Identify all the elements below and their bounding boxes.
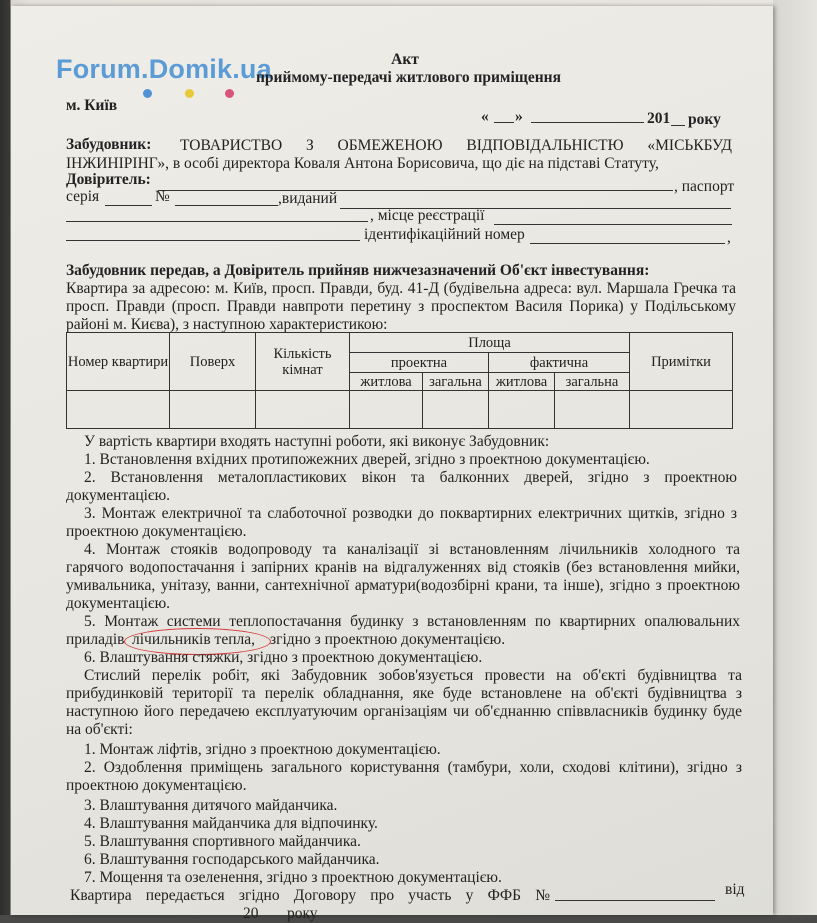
header-notes: Примітки — [630, 333, 733, 391]
developer-line2: ІНЖИНІРІНГ», в особі директора Коваля Антона Борисовича, що діє на підставі Статуту, — [66, 155, 659, 172]
header-floor: Поверх — [170, 333, 256, 391]
series-blank — [105, 205, 152, 206]
passport-label: , паспорт — [674, 178, 735, 195]
common-intro-line3: наступною його передачею експлуатуючим організаціям чи об'єднанню співвласників будинку буде — [66, 703, 742, 720]
date-suffix: року — [688, 111, 721, 128]
header-rooms: Кількість кімнат — [256, 333, 350, 391]
developer-name: ТОВАРИСТВО З ОБМЕЖЕНОЮ ВІДПОВІДАЛЬНІСТЮ «МІСЬКБУД — [180, 137, 732, 154]
header-design-total: загальна — [423, 373, 489, 391]
common-item-2-line2: проектною документацією. — [66, 777, 247, 794]
number-blank — [175, 205, 278, 206]
works-intro: У вартість квартири входять наступні роботи, які виконує Забудовник: — [84, 433, 550, 450]
works-item-2-line1: 2. Встановлення металопластикових вікон та балконних дверей, згідно з проектною — [84, 469, 737, 486]
watermark-dot-yellow — [185, 89, 194, 98]
date-month-blank — [531, 122, 644, 123]
table-cell — [67, 391, 170, 429]
common-item-6: 6. Влаштування господарського майданчика. — [84, 851, 380, 868]
characteristics-table — [66, 332, 733, 429]
document-subtitle: приймому-передачі житлового приміщення — [256, 69, 561, 86]
document-title: Акт — [391, 51, 419, 68]
date-day-blank — [494, 122, 514, 123]
works-item-4-line4: документацією. — [66, 595, 171, 612]
object-address-line2: просп. Правди (просп. Правди навпроти перетину з проспектом Василя Порика) у Подільському — [66, 298, 736, 315]
table-cell — [423, 391, 489, 429]
watermark-dot-pink — [225, 89, 234, 98]
table-cell — [170, 391, 256, 429]
principal-label: Довіритель: — [66, 171, 151, 188]
from-label: від — [725, 881, 745, 898]
tax-id-label: ідентифікаційний номер — [364, 226, 525, 243]
object-address-line1: Квартира за адресою: м. Київ, просп. Правди, буд. 41-Д (будівельна адреса: вул. Маршала Гречка та — [66, 280, 736, 297]
works-item-5-line2-start: приладів — [66, 631, 125, 648]
works-item-6: 6. Влаштування стяжки, згідно з проектною документацією. — [84, 649, 483, 666]
footer-year-suffix: року — [287, 905, 318, 922]
header-design-living: житлова — [350, 373, 423, 391]
common-item-3: 3. Влаштування дитячого майданчика. — [84, 797, 338, 814]
table-cell — [350, 391, 423, 429]
common-item-2-line1: 2. Оздоблення приміщень загального користування (тамбури, холи, сходові клітини), згідно з — [84, 759, 742, 776]
principal-name-blank — [158, 190, 673, 191]
common-intro-line1: Стислий перелік робіт, які Забудовник зобов'язується провести на об'єкті будівництва та — [84, 667, 742, 684]
header-apartment-number: Номер квартири — [67, 333, 170, 391]
date-year: 201 — [647, 110, 671, 127]
object-heading: Забудовник передав, а Довіритель прийняв нижчезазначений Об'єкт інвестування: — [66, 262, 650, 279]
works-item-3-line1: 3. Монтаж електричної та слаботочної розводки до поквартирних електричних щитків, згідно з — [84, 505, 737, 522]
object-address-line3: районі м. Києва), з наступною характеристикою: — [66, 316, 388, 333]
common-item-1: 1. Монтаж ліфтів, згідно з проектною документацією. — [84, 741, 441, 758]
contract-number-blank — [555, 900, 715, 901]
city: м. Київ — [66, 97, 118, 114]
watermark-logo: Forum.Domik.ua — [56, 54, 272, 84]
issued-label: ,виданий — [278, 190, 338, 207]
tax-id-blank — [530, 243, 725, 244]
developer-label: Забудовник: — [66, 136, 152, 153]
header-area-actual: фактична — [489, 353, 630, 373]
date-open-quote: « — [481, 108, 489, 125]
tax-id-comma: , — [727, 229, 731, 246]
header-area-design: проектна — [350, 353, 489, 373]
works-item-1: 1. Встановлення вхідних протипожежних дверей, згідно з проектною документацією. — [84, 451, 650, 468]
date-close-quote: » — [515, 108, 523, 125]
works-item-5-line1: 5. Монтаж системи теплопостачання будинку з встановленням по квартирних опалювальних — [84, 613, 740, 630]
works-item-4-line2: гарячого водопостачання і запірних кранів на відгалуженнях від стояків (без встановлення мийки, — [66, 559, 740, 576]
works-item-2-line2: документацією. — [66, 487, 171, 504]
series-label: серія — [66, 188, 100, 205]
heat-meters-highlight: лічильників тепла, — [132, 631, 255, 648]
transfer-line: Квартира передається згідно Договору про участь у ФФБ № — [70, 887, 550, 904]
watermark-dot-blue — [143, 89, 152, 98]
works-item-4-line1: 4. Монтаж стояків водопроводу та каналізації зі встановленням лічильників холодного та — [84, 541, 740, 558]
header-area: Площа — [350, 333, 630, 353]
issued-blank-2 — [66, 221, 368, 222]
table-cell — [630, 391, 733, 429]
registration-label: , місце реєстрації — [370, 207, 485, 224]
page-edge-strip — [773, 0, 817, 915]
date-year-blank — [671, 125, 685, 126]
common-item-7: 7. Мощення та озеленення, згідно з проектною документацією. — [84, 869, 502, 886]
registration-blank — [494, 224, 732, 225]
common-intro-line4: на об'єкті: — [66, 721, 133, 738]
table-cell — [489, 391, 555, 429]
common-item-4: 4. Влаштування майданчика для відпочинку. — [84, 815, 378, 832]
number-label: № — [155, 188, 170, 205]
works-item-3-line2: проектною документацією. — [66, 523, 247, 540]
works-item-4-line3: умивальника, унітазу, ванни, сантехнічної арматури(водозбірні крани, та інше), згідно з проектною — [66, 577, 740, 594]
registration-blank-2 — [66, 240, 360, 241]
common-intro-line2: прибудинковій території та перелік обладнання, яке буде встановлене на об'єкті будівництва з — [66, 685, 742, 702]
header-actual-total: загальна — [555, 373, 630, 391]
header-actual-living: житлова — [489, 373, 555, 391]
table-cell — [256, 391, 350, 429]
works-item-5-line2-end: згідно з проектною документацією. — [270, 631, 506, 648]
common-item-5: 5. Влаштування спортивного майданчика. — [84, 833, 361, 850]
footer-year: 20 — [243, 905, 259, 922]
table-cell — [555, 391, 630, 429]
